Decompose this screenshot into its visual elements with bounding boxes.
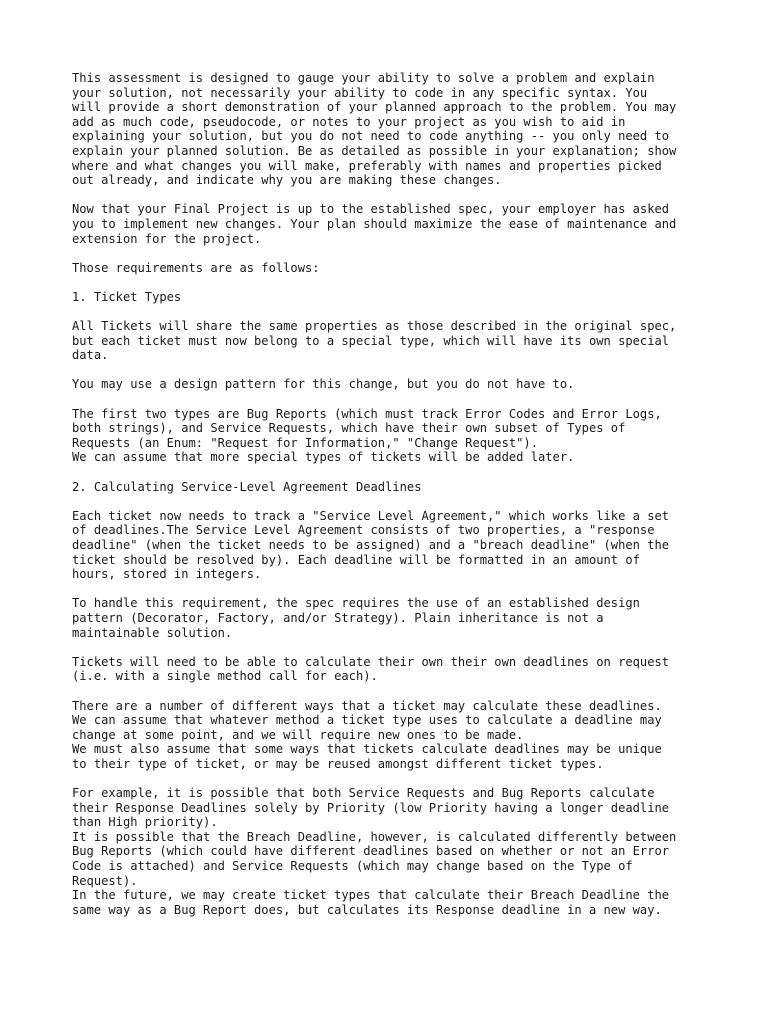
text-line: your solution, not necessarily your ability to code in any specific syntax. You (72, 85, 648, 100)
text-line: (i.e. with a single method call for each). (72, 669, 378, 684)
text-line: explain your planned solution. Be as detailed as possible in your explanation; show (72, 143, 677, 158)
requirements-intro (72, 261, 712, 276)
text-line: maintainable solution. (72, 625, 233, 640)
text-line: you to implement new changes. Your plan should maximize the ease of maintenance and (72, 216, 677, 231)
text-line: deadline" (when the ticket needs to be assigned) and a "breach deadline" (when the (72, 538, 670, 552)
text-line: Those requirements are as follows: (72, 260, 320, 275)
text-line: their Response Deadlines solely by Priority (low Priority having a longer deadline (72, 800, 670, 815)
text-line: hours, stored in integers. (72, 567, 262, 582)
text-line: but each ticket must now belong to a special type, which will have its own special (72, 333, 670, 348)
text-line: Each ticket now needs to track a "Service Level Agreement," which works like a set (72, 508, 670, 523)
text-line: To handle this requirement, the spec requires the use of an established design (72, 596, 640, 611)
text-line: Now that your Final Project is up to the established spec, your employer has asked (72, 202, 670, 217)
text-line: Requests (an Enum: "Request for Information," "Change Request"). (72, 435, 538, 450)
text-line: In the future, we may create ticket types that calculate their Breach Deadline the (72, 888, 670, 903)
text-line: change at some point, and we will require new ones to be made. (72, 727, 524, 742)
section-heading: 2. Calculating Service-Level Agreement Deadlines (72, 479, 422, 494)
text-line: There are a number of different ways that a ticket may calculate these deadlines. (72, 698, 662, 713)
text-line: Bug Reports (which could have different deadlines based on whether or not an Error (72, 844, 670, 859)
text-line: add as much code, pseudocode, or notes to your project as you wish to aid in (72, 114, 626, 129)
text-line: It is possible that the Breach Deadline, however, is calculated differently between (72, 829, 677, 844)
text-line: We can assume that more special types of tickets will be added later. (72, 450, 575, 465)
document-page (72, 71, 712, 932)
context-paragraph (72, 202, 712, 246)
text-line: data. (72, 348, 109, 363)
text-line: Request). (72, 873, 138, 888)
deadline-method-paragraph (72, 655, 712, 684)
section-heading-sla (72, 480, 712, 495)
text-line: ticket should be resolved by). Each deadline will be formatted in an amount of (72, 552, 640, 567)
intro-paragraph (72, 71, 712, 188)
text-line: This assessment is designed to gauge your ability to solve a problem and explain (72, 71, 655, 85)
text-line: For example, it is possible that both Service Requests and Bug Reports calculate (72, 786, 655, 801)
text-line: where and what changes you will make, preferably with names and properties picked (72, 158, 662, 173)
text-line: than High priority). (72, 815, 218, 830)
deadline-variation-paragraph (72, 699, 712, 772)
text-line: All Tickets will share the same properties as those described in the original spec, (72, 319, 677, 334)
design-pattern-requirement-paragraph (72, 596, 712, 640)
text-line: We must also assume that some ways that tickets calculate deadlines may be unique (72, 742, 662, 757)
text-line: both strings), and Service Requests, which have their own subset of Types of (72, 421, 626, 436)
section-heading: 1. Ticket Types (72, 289, 182, 304)
text-line: of deadlines.The Service Level Agreement consists of two properties, a "response (72, 523, 655, 538)
text-line: to their type of ticket, or may be reused amongst different ticket types. (72, 756, 604, 771)
text-line: Code is attached) and Service Requests (which may change based on the Type of (72, 859, 633, 874)
text-line: out already, and indicate why you are making these changes. (72, 173, 502, 188)
section-heading-ticket-types (72, 290, 712, 305)
example-paragraph (72, 786, 712, 917)
text-line: Tickets will need to be able to calculate their own their own deadlines on request (72, 654, 670, 669)
ticket-types-paragraph (72, 319, 712, 363)
text-line: The first two types are Bug Reports (which must track Error Codes and Error Logs, (72, 406, 662, 421)
text-line: You may use a design pattern for this change, but you do not have to. (72, 377, 575, 392)
text-line: explaining your solution, but you do not need to code anything -- you only need to (72, 129, 670, 144)
text-line: will provide a short demonstration of your planned approach to the problem. You may (72, 100, 677, 115)
text-line: pattern (Decorator, Factory, and/or Strategy). Plain inheritance is not a (72, 610, 604, 625)
text-line: We can assume that whatever method a ticket type uses to calculate a deadline may (72, 713, 662, 728)
sla-paragraph (72, 509, 712, 582)
ticket-types-detail-paragraph (72, 407, 712, 465)
text-line: extension for the project. (72, 231, 262, 246)
text-line: same way as a Bug Report does, but calculates its Response deadline in a new way. (72, 902, 662, 917)
design-pattern-note (72, 377, 712, 392)
